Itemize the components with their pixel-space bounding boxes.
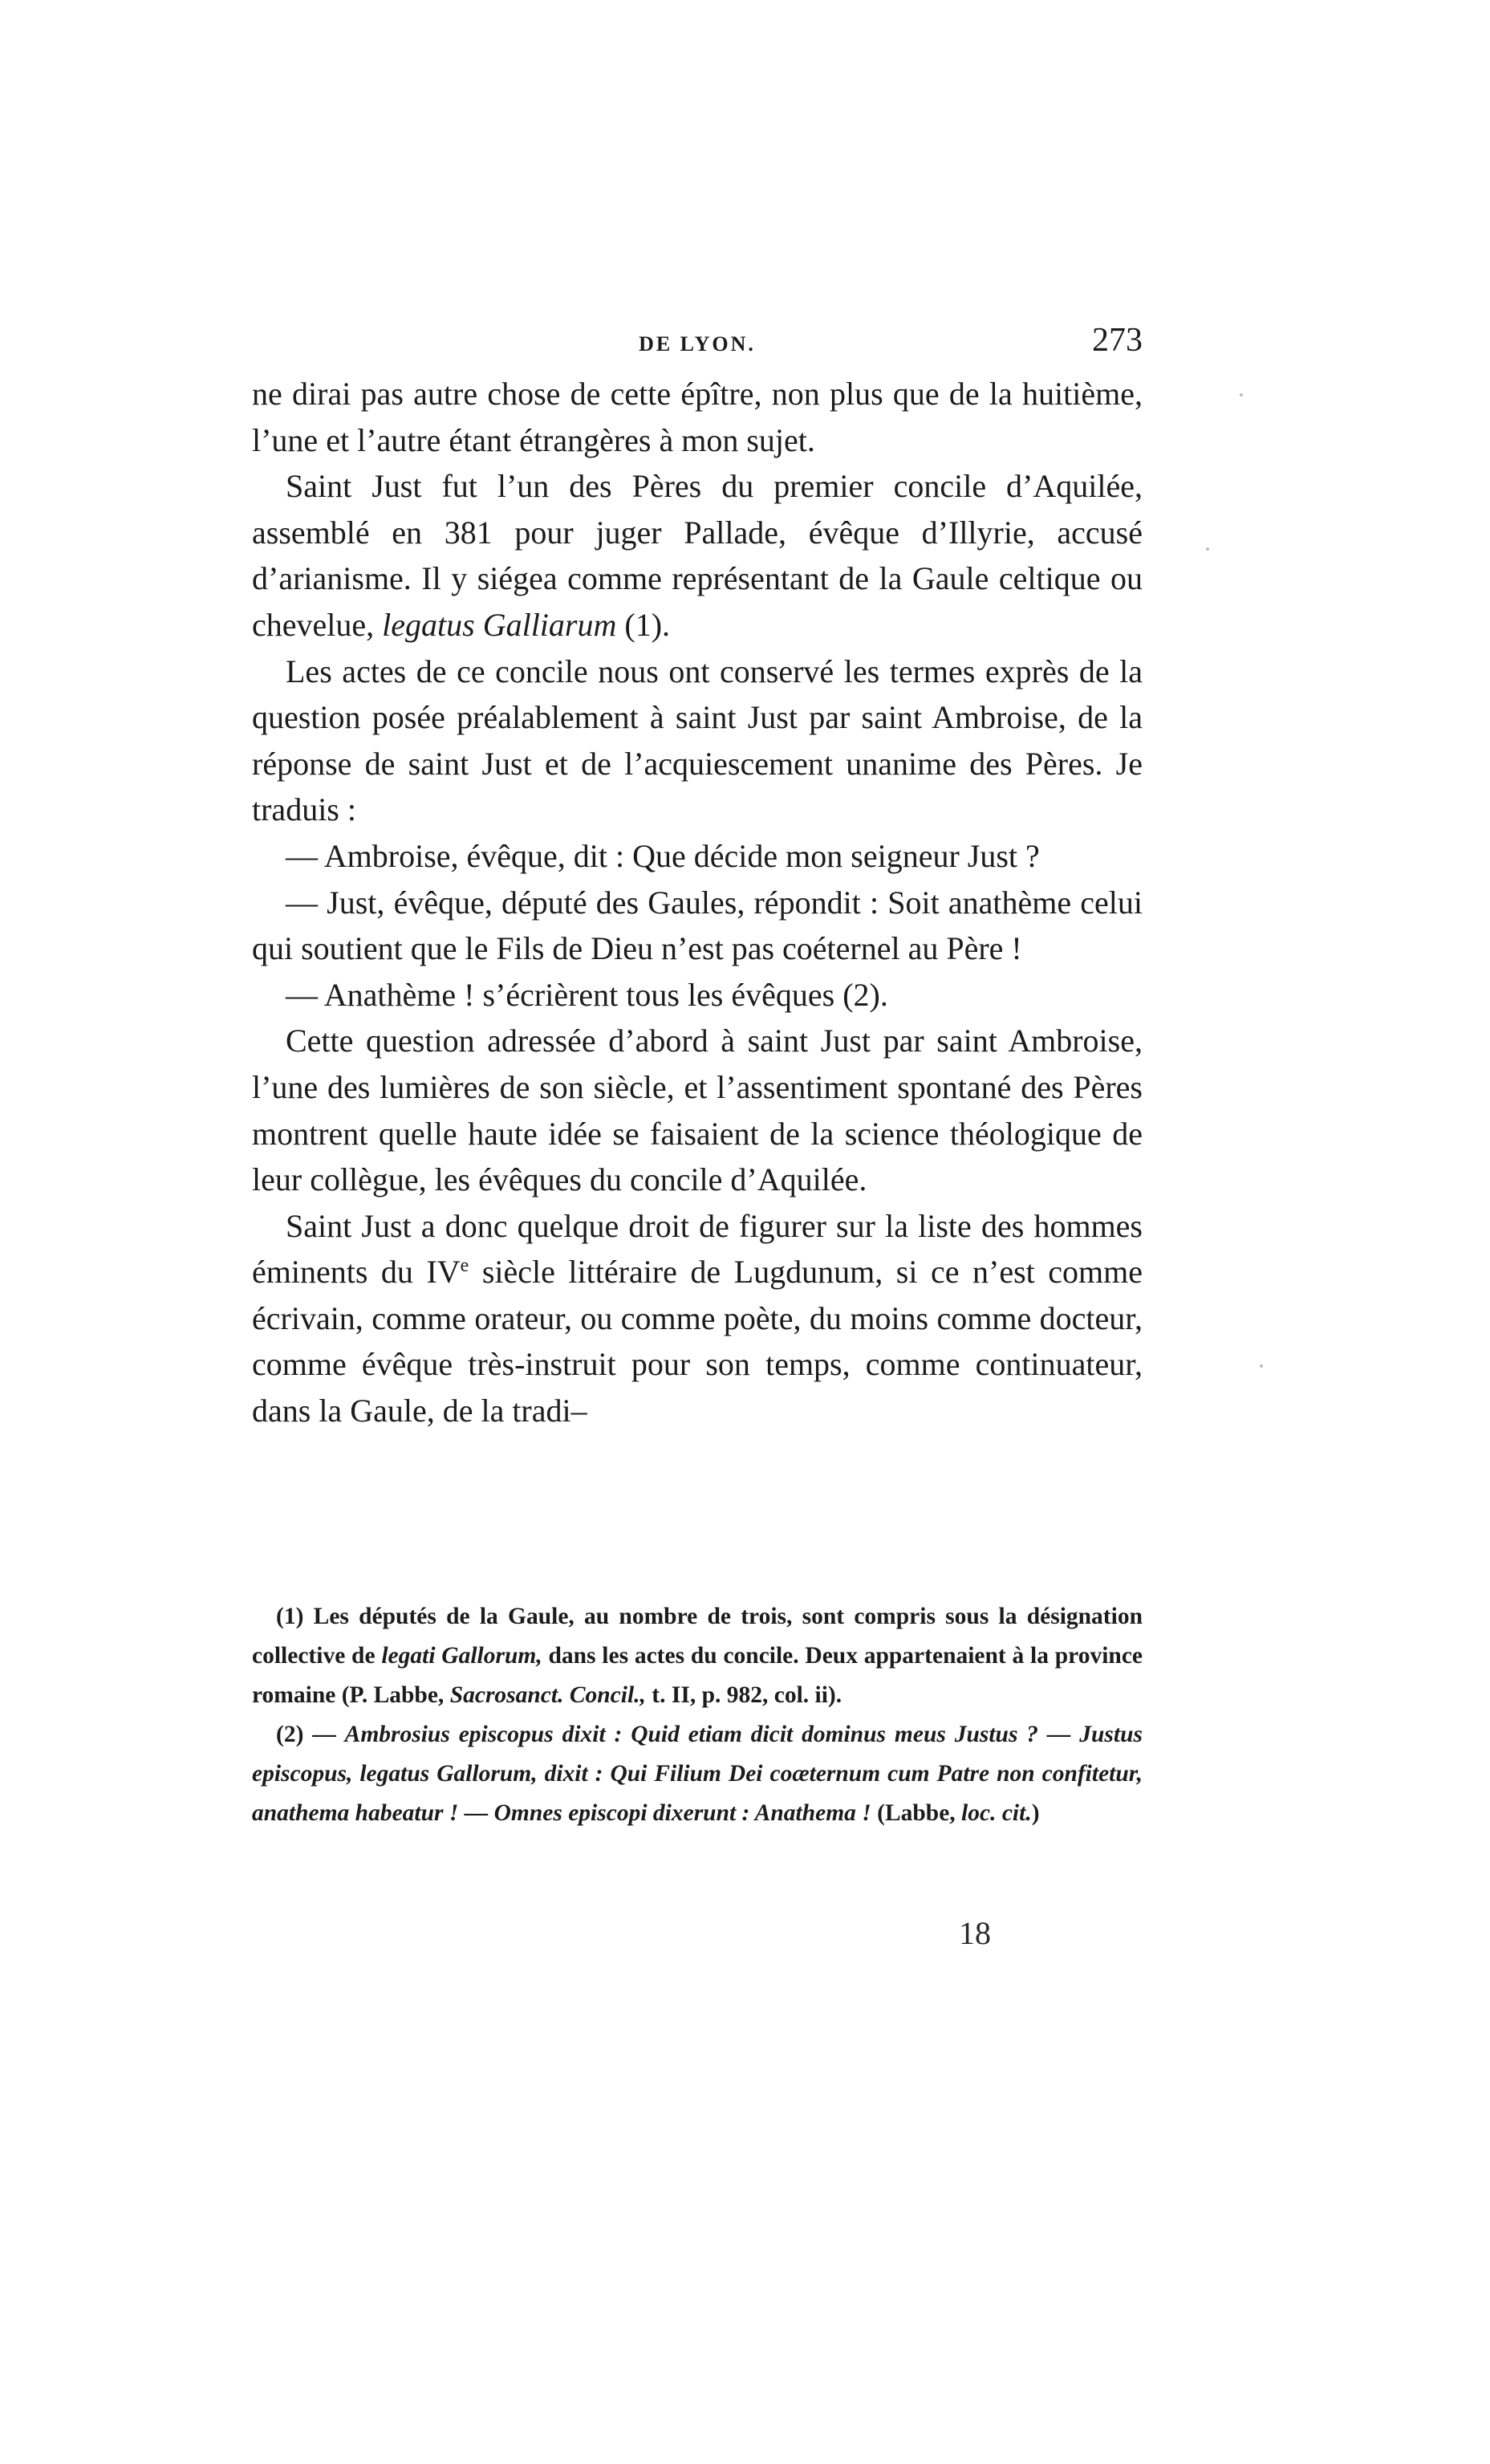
- paragraph-8-text-a: Saint Just a donc quelque droit de figurer sur la liste des hommes éminents du IV: [252, 1207, 1143, 1291]
- running-head: [252, 321, 1143, 369]
- footnote-2-latin: Ambrosius episcopus dixit : Quid etiam dicit dominus meus Justus ? — Justus episcopus, legatus Gallorum, dixit : Qui Filium Dei coæternum cum Patre non confitetur, anathema habeatur ! — Omnes episcopi dixerunt : Anathema !: [252, 1722, 1143, 1826]
- paragraph-2-latin: legatus Galliarum: [382, 606, 617, 643]
- footnote-2: [252, 1715, 1143, 1833]
- paragraph-7: Cette question adressée d’abord à saint Just par saint Ambroise, l’une des lumières de son siècle, et l’assentiment spontané des Pères montrent quelle haute idée se faisaient de la science théologique de leur collègue, les évêques du concile d’Aquilée.: [252, 1023, 1143, 1198]
- footnote-2-text-c: ): [1031, 1800, 1040, 1826]
- footnote-1: [252, 1597, 1143, 1715]
- footnote-1-text-a: (1) Les députés de la Gaule, au nombre de trois, sont compris sous la désignation collective de: [252, 1604, 1143, 1669]
- paragraph-5: — Just, évêque, député des Gaules, répondit : Soit anathème celui qui soutient que le Fils de Dieu n’est pas coéternel au Père !: [252, 884, 1143, 967]
- paragraph-2-text: Saint Just fut l’un des Pères du premier concile d’Aquilée, assemblé en 381 pour juger Pallade, évêque d’Illyrie, accusé d’arianisme. Il y siégea comme représentant de la Gaule celtique ou chevelue,: [252, 468, 1143, 643]
- running-title: DE LYON.: [639, 332, 756, 356]
- paragraph-1: ne dirai pas autre chose de cette épître, non plus que de la huitième, l’une et l’autre étant étrangères à mon sujet.: [252, 376, 1143, 458]
- scan-speck: [1206, 547, 1209, 551]
- paragraph-6: — Anathème ! s’écrièrent tous les évêques (2).: [286, 976, 888, 1013]
- footnote-1-italic-a: legati Gallorum,: [381, 1643, 542, 1669]
- footnote-2-italic: loc. cit.: [961, 1800, 1032, 1826]
- footnote-1-text-c: t. II, p. 982, col. ii).: [652, 1682, 842, 1708]
- main-text: [252, 371, 1143, 1434]
- footnote-1-text-b: dans les actes du concile. Deux appartenaient à la province romaine (P. Labbe,: [252, 1643, 1143, 1708]
- paragraph-3: Les actes de ce concile nous ont conservé les termes exprès de la question posée préalablement à saint Just par saint Ambroise, de la réponse de saint Just et de l’acquiescement unanime des Pères. Je traduis :: [252, 653, 1143, 828]
- footnote-2-text-a: (2) —: [276, 1722, 336, 1747]
- paragraph-8: [252, 1203, 1143, 1434]
- paragraph-8-superscript: e: [460, 1255, 469, 1277]
- footnote-1-italic-b: Sacrosanct. Concil.,: [449, 1682, 646, 1708]
- footnote-2-text-b: (Labbe,: [877, 1800, 956, 1826]
- scan-speck: [1260, 1364, 1263, 1368]
- page-number: 273: [1092, 322, 1143, 359]
- paragraph-2: [252, 463, 1143, 648]
- paragraph-4: — Ambroise, évêque, dit : Que décide mon seigneur Just ?: [286, 837, 1040, 874]
- footnotes: [252, 1597, 1143, 1833]
- signature-mark: 18: [959, 1915, 991, 1951]
- paragraph-8-text-b: siècle littéraire de Lugdunum, si ce n’est comme écrivain, comme orateur, ou comme poète, du moins comme docteur, comme évêque très-instruit pour son temps, comme continuateur, dans la Gaule, de la tradi–: [252, 1254, 1143, 1429]
- scan-speck: [1240, 393, 1243, 396]
- paragraph-2-ref: (1).: [624, 606, 671, 643]
